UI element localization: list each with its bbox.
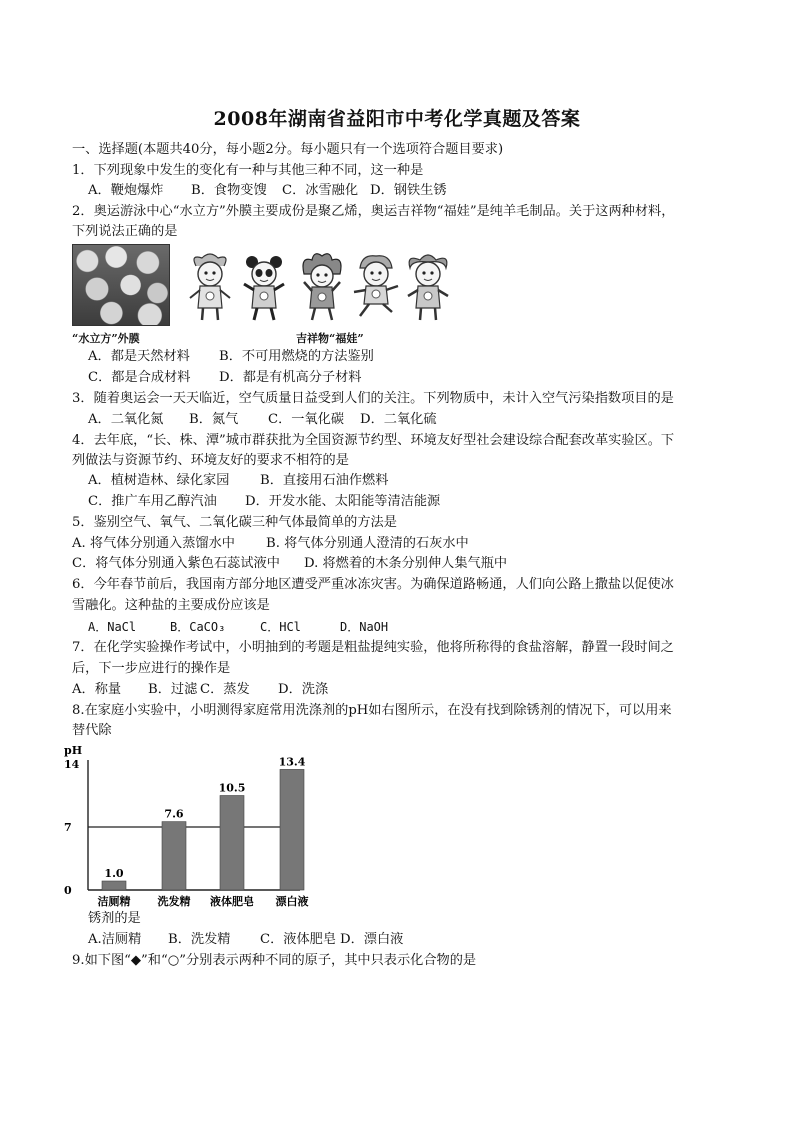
ph-value-label: 7.6 bbox=[164, 807, 184, 821]
q3-option-d: D．二氧化硫 bbox=[360, 412, 437, 427]
ph-value-label: 10.5 bbox=[218, 781, 246, 795]
q2-stem-line2: 下列说法正确的是 bbox=[72, 224, 178, 239]
q5-option-d: D. 将燃着的木条分别伸人集气瓶中 bbox=[304, 556, 508, 571]
q2-option-c: C．都是合成材料 bbox=[88, 370, 191, 385]
y-tick-label: 0 bbox=[64, 884, 72, 897]
q4-option-a: A．植树造林、绿化家园 bbox=[88, 473, 230, 488]
x-category-label: 洁厕精 bbox=[97, 895, 131, 908]
ph-bar bbox=[162, 822, 186, 890]
section-header: 一、选择题(本题共40分，每小题2分。每小题只有一个选项符合题目要求) bbox=[72, 142, 504, 157]
q3-option-a: A．二氧化氮 bbox=[88, 412, 164, 427]
x-category-label: 洗发精 bbox=[157, 895, 191, 908]
q2-option-b: B．不可用燃烧的方法鉴别 bbox=[219, 349, 374, 364]
q5-option-c: C．将气体分别通入紫色石蕊试液中 bbox=[72, 556, 280, 571]
ph-bar bbox=[280, 769, 304, 890]
q5-option-b: B. 将气体分别通人澄清的石灰水中 bbox=[266, 536, 469, 551]
q6-option-d: D．NaOH bbox=[340, 620, 389, 634]
q8-stem-line1: 8.在家庭小实验中，小明测得家庭常用洗涤剂的pH如右图所示，在没有找到除锈剂的情况下，可以用来 bbox=[72, 703, 672, 718]
q2-stem-line1: 2．奥运游泳中心“水立方”外膜主要成份是聚乙烯，奥运吉祥物“福娃”是纯羊毛制品。关于这两种材料， bbox=[72, 204, 675, 219]
q5-stem: 5．鉴别空气、氧气、二氧化碳三种气体最简单的方法是 bbox=[72, 515, 397, 530]
q6-option-a: A．NaCl bbox=[88, 620, 137, 634]
q3-option-c: C．一氧化碳 bbox=[268, 412, 345, 427]
y-tick-label: 7 bbox=[64, 821, 72, 834]
y-tick-label: 14 bbox=[64, 758, 80, 771]
ph-bar-chart bbox=[64, 742, 314, 910]
fuwa-caption: 吉祥物“福娃” bbox=[296, 332, 364, 345]
fuwa-mascot-huanhuan-image bbox=[298, 252, 346, 324]
ph-bar bbox=[102, 881, 126, 890]
q7-stem-line2: 后，下一步应进行的操作是 bbox=[72, 661, 231, 676]
q1-stem: 1．下列现象中发生的变化有一种与其他三种不同，这一种是 bbox=[72, 163, 424, 178]
x-category-label: 液体肥皂 bbox=[210, 895, 254, 908]
fuwa-mascot-yingying-image bbox=[352, 252, 400, 324]
q4-option-d: D．开发水能、太阳能等清洁能源 bbox=[245, 494, 441, 509]
q7-option-d: D．洗涤 bbox=[278, 682, 329, 697]
fuwa-mascot-beibei-image bbox=[186, 252, 234, 324]
q1-option-d: D．钢铁生锈 bbox=[370, 183, 447, 198]
q8-stem-line3: 锈剂的是 bbox=[88, 911, 141, 926]
q4-option-b: B．直接用石油作燃料 bbox=[260, 473, 389, 488]
q7-option-b: B．过滤 bbox=[148, 682, 198, 697]
x-category-label: 漂白液 bbox=[275, 895, 309, 908]
q2-option-d: D．都是有机高分子材料 bbox=[219, 370, 362, 385]
q8-option-d: D．漂白液 bbox=[340, 932, 404, 947]
q9-stem: 9.如下图“◆”和“○”分别表示两种不同的原子，其中只表示化合物的是 bbox=[72, 953, 477, 968]
q8-option-b: B．洗发精 bbox=[168, 932, 231, 947]
q3-option-b: B．氮气 bbox=[189, 412, 239, 427]
fuwa-mascot-nini-image bbox=[404, 252, 452, 324]
page-title: 2008年湖南省益阳市中考化学真题及答案 bbox=[213, 108, 581, 130]
q7-stem-line1: 7．在化学实验操作考试中，小明抽到的考题是粗盐提纯实验，他将所称得的食盐溶解，静置一段时间之 bbox=[72, 640, 674, 655]
q6-option-c: C．HCl bbox=[260, 620, 301, 634]
q6-stem-line1: 6．今年春节前后，我国南方部分地区遭受严重冰冻灾害。为确保道路畅通，人们向公路上撒盐以促使冰 bbox=[72, 577, 674, 592]
q6-stem-line2: 雪融化。这种盐的主要成份应该是 bbox=[72, 598, 270, 613]
q7-option-a: A．称量 bbox=[72, 682, 122, 697]
q2-option-a: A．都是天然材料 bbox=[88, 349, 190, 364]
q6-option-b: B．CaCO₃ bbox=[170, 620, 226, 634]
fuwa-mascot-jingjing-image bbox=[240, 252, 288, 324]
q8-option-a: A.洁厕精 bbox=[88, 932, 142, 947]
ph-value-label: 1.0 bbox=[104, 867, 124, 880]
q5-option-a: A. 将气体分别通入蒸馏水中 bbox=[72, 536, 235, 551]
q4-stem-line1: 4．去年底，“长、株、潭”城市群获批为全国资源节约型、环境友好型社会建设综合配套改革实验区。下 bbox=[72, 433, 675, 448]
q3-stem: 3．随着奥运会一天天临近，空气质量日益受到人们的关注。下列物质中，未计入空气污染指数项目的是 bbox=[72, 391, 674, 406]
ph-bar bbox=[220, 796, 244, 891]
q7-option-c: C．蒸发 bbox=[200, 682, 250, 697]
water-cube-membrane-image bbox=[72, 244, 170, 326]
q8-option-c: C．液体肥皂 bbox=[260, 932, 337, 947]
q4-option-c: C．推广车用乙醇汽油 bbox=[88, 494, 217, 509]
q1-option-b: B．食物变馊 bbox=[191, 183, 267, 198]
y-axis-label: pH bbox=[64, 744, 83, 757]
ph-value-label: 13.4 bbox=[278, 755, 306, 769]
q1-option-a: A．鞭炮爆炸 bbox=[88, 183, 164, 198]
q4-stem-line2: 列做法与资源节约、环境友好的要求不相符的是 bbox=[72, 453, 349, 468]
q8-stem-line2: 替代除 bbox=[72, 723, 112, 738]
water-cube-caption: “水立方”外膜 bbox=[72, 332, 140, 345]
q1-option-c: C．冰雪融化 bbox=[282, 183, 359, 198]
